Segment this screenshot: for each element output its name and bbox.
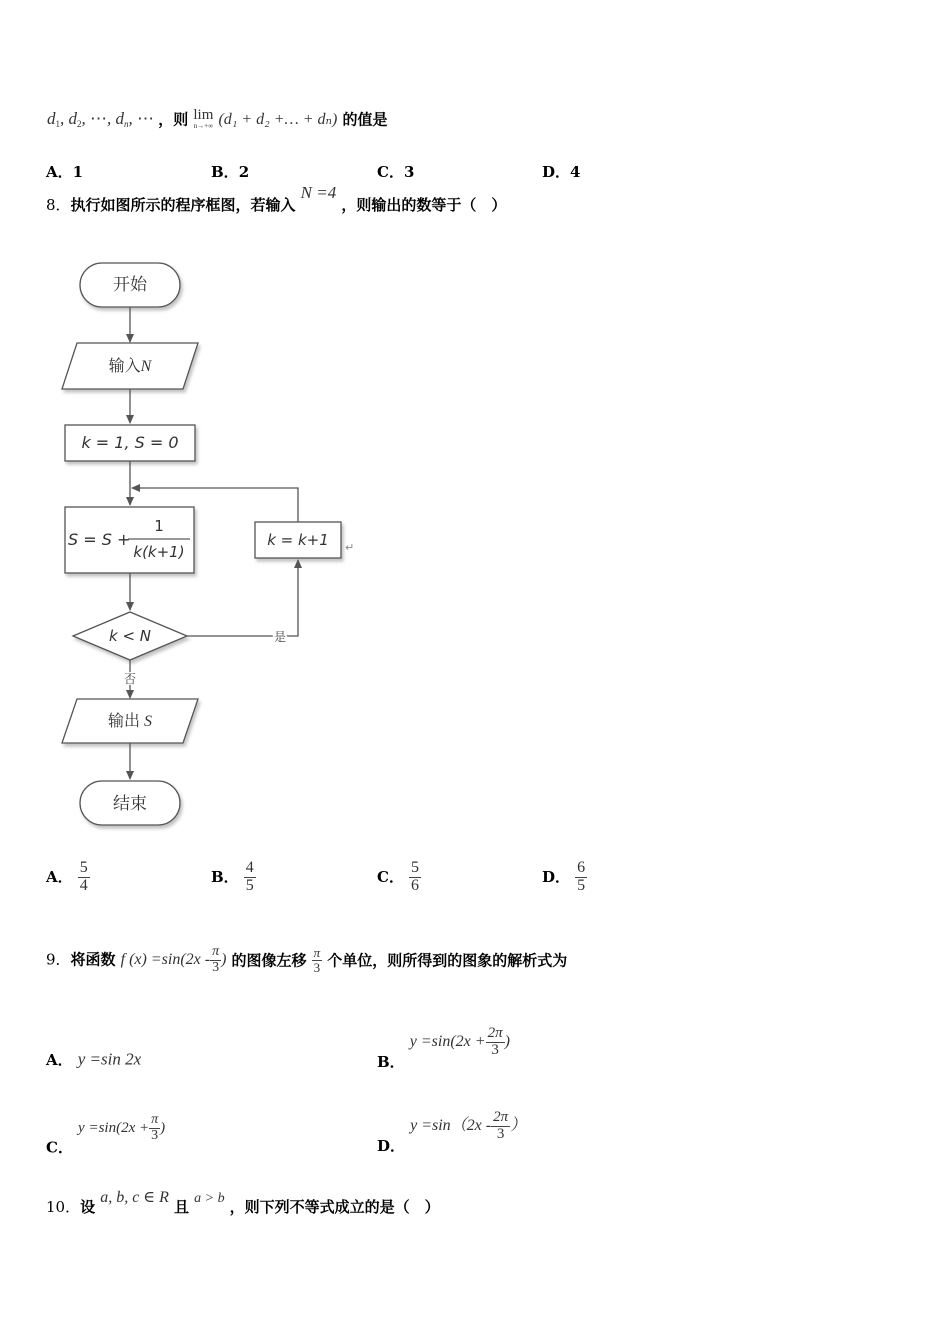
q9-stem — [46, 945, 567, 975]
flow-output-label: 输出 S — [107, 711, 153, 730]
flow-decision-label: k < N — [108, 627, 152, 645]
q9-text-mid: 的图像左移 — [231, 951, 307, 970]
q8-flowchart — [55, 255, 375, 840]
q7-option-d[interactable]: D．4 — [542, 163, 581, 181]
flow-assign-numerator: 1 — [154, 517, 164, 535]
q8-option-c[interactable]: C． $\frac{5}{6}$ — [377, 859, 420, 894]
q9-option-d[interactable]: D． y =sin（2x - $\frac{2\pi}{3}$ ） — [377, 1109, 527, 1155]
q9-function: f (x) =sin(2x - $\frac{\pi}{3}$ ) — [120, 944, 227, 975]
flow-no-label: 否 — [123, 672, 137, 686]
flow-end-label: 结束 — [113, 794, 147, 814]
q8-math: N =4 — [300, 183, 337, 202]
q7-option-a[interactable]: A．1 — [46, 163, 84, 181]
q8-stem — [46, 183, 507, 230]
q8-option-a[interactable]: A． $\frac{5}{4}$ — [46, 859, 88, 894]
q9-shift: $\frac{\pi}{3}$ — [313, 945, 321, 975]
q7-tail-text: 的值是 — [342, 110, 388, 129]
q9-number: 9． — [46, 950, 71, 969]
q9-option-a[interactable]: A． y =sin 2x — [46, 1049, 142, 1069]
q10-number: 10． — [46, 1198, 81, 1216]
flow-return-mark: ↵ — [345, 541, 355, 554]
q8-number: 8． — [46, 196, 71, 214]
q9-option-b[interactable]: B． y =sin(2x + $\frac{2\pi}{3}$ ) — [377, 1025, 510, 1071]
q10-text-before: 设 — [80, 1198, 96, 1216]
flow-yes-label: 是 — [273, 630, 287, 644]
q8-text-after: ，则输出的数等于（ ） — [341, 196, 507, 214]
q9-option-c[interactable]: C． y =sin(2x + $\frac{\pi}{3}$ ) — [46, 1112, 166, 1157]
flow-assign-denominator: k(k+1) — [133, 543, 185, 561]
flow-yes-arrow — [187, 560, 298, 636]
flow-start-label: 开始 — [113, 275, 147, 295]
flow-assign-lhs: S = S + — [68, 530, 131, 549]
q8-option-d[interactable]: D． $\frac{6}{5}$ — [542, 859, 586, 894]
q10-text-mid: 且 — [174, 1198, 190, 1216]
q10-math-inequality: a > b — [194, 1191, 225, 1206]
q8-text-before: 执行如图所示的程序框图，若输入 — [70, 196, 296, 214]
q10-stem — [46, 1189, 440, 1230]
q7-option-b[interactable]: B．2 — [211, 163, 250, 181]
q7-sequence: $d_1$, $d_2$, ⋯, $d_n$, ⋯ — [47, 109, 154, 129]
flow-input-label: 输入N — [108, 356, 152, 375]
q10-text-after: ，则下列不等式成立的是（ ） — [229, 1198, 440, 1216]
flow-increment-label: k = k+1 — [267, 531, 329, 549]
flow-init-label: k = 1, S = 0 — [81, 433, 179, 452]
q8-option-b[interactable]: B． $\frac{4}{5}$ — [211, 859, 254, 894]
q7-stem — [47, 108, 387, 142]
q7-then-text: ，则 — [158, 110, 189, 129]
q9-text-after: 个单位，则所得到的图象的解析式为 — [327, 951, 568, 970]
q9-text-before: 将函数 — [70, 950, 116, 969]
q7-limit-expression: (d₁ + d₂ +… + dₙ) — [218, 111, 338, 128]
q7-option-c[interactable]: C．3 — [377, 163, 415, 181]
q7-limit: lim n→+∞ — [193, 107, 214, 130]
q10-math-set: a, b, c ∈ R — [100, 1189, 169, 1206]
